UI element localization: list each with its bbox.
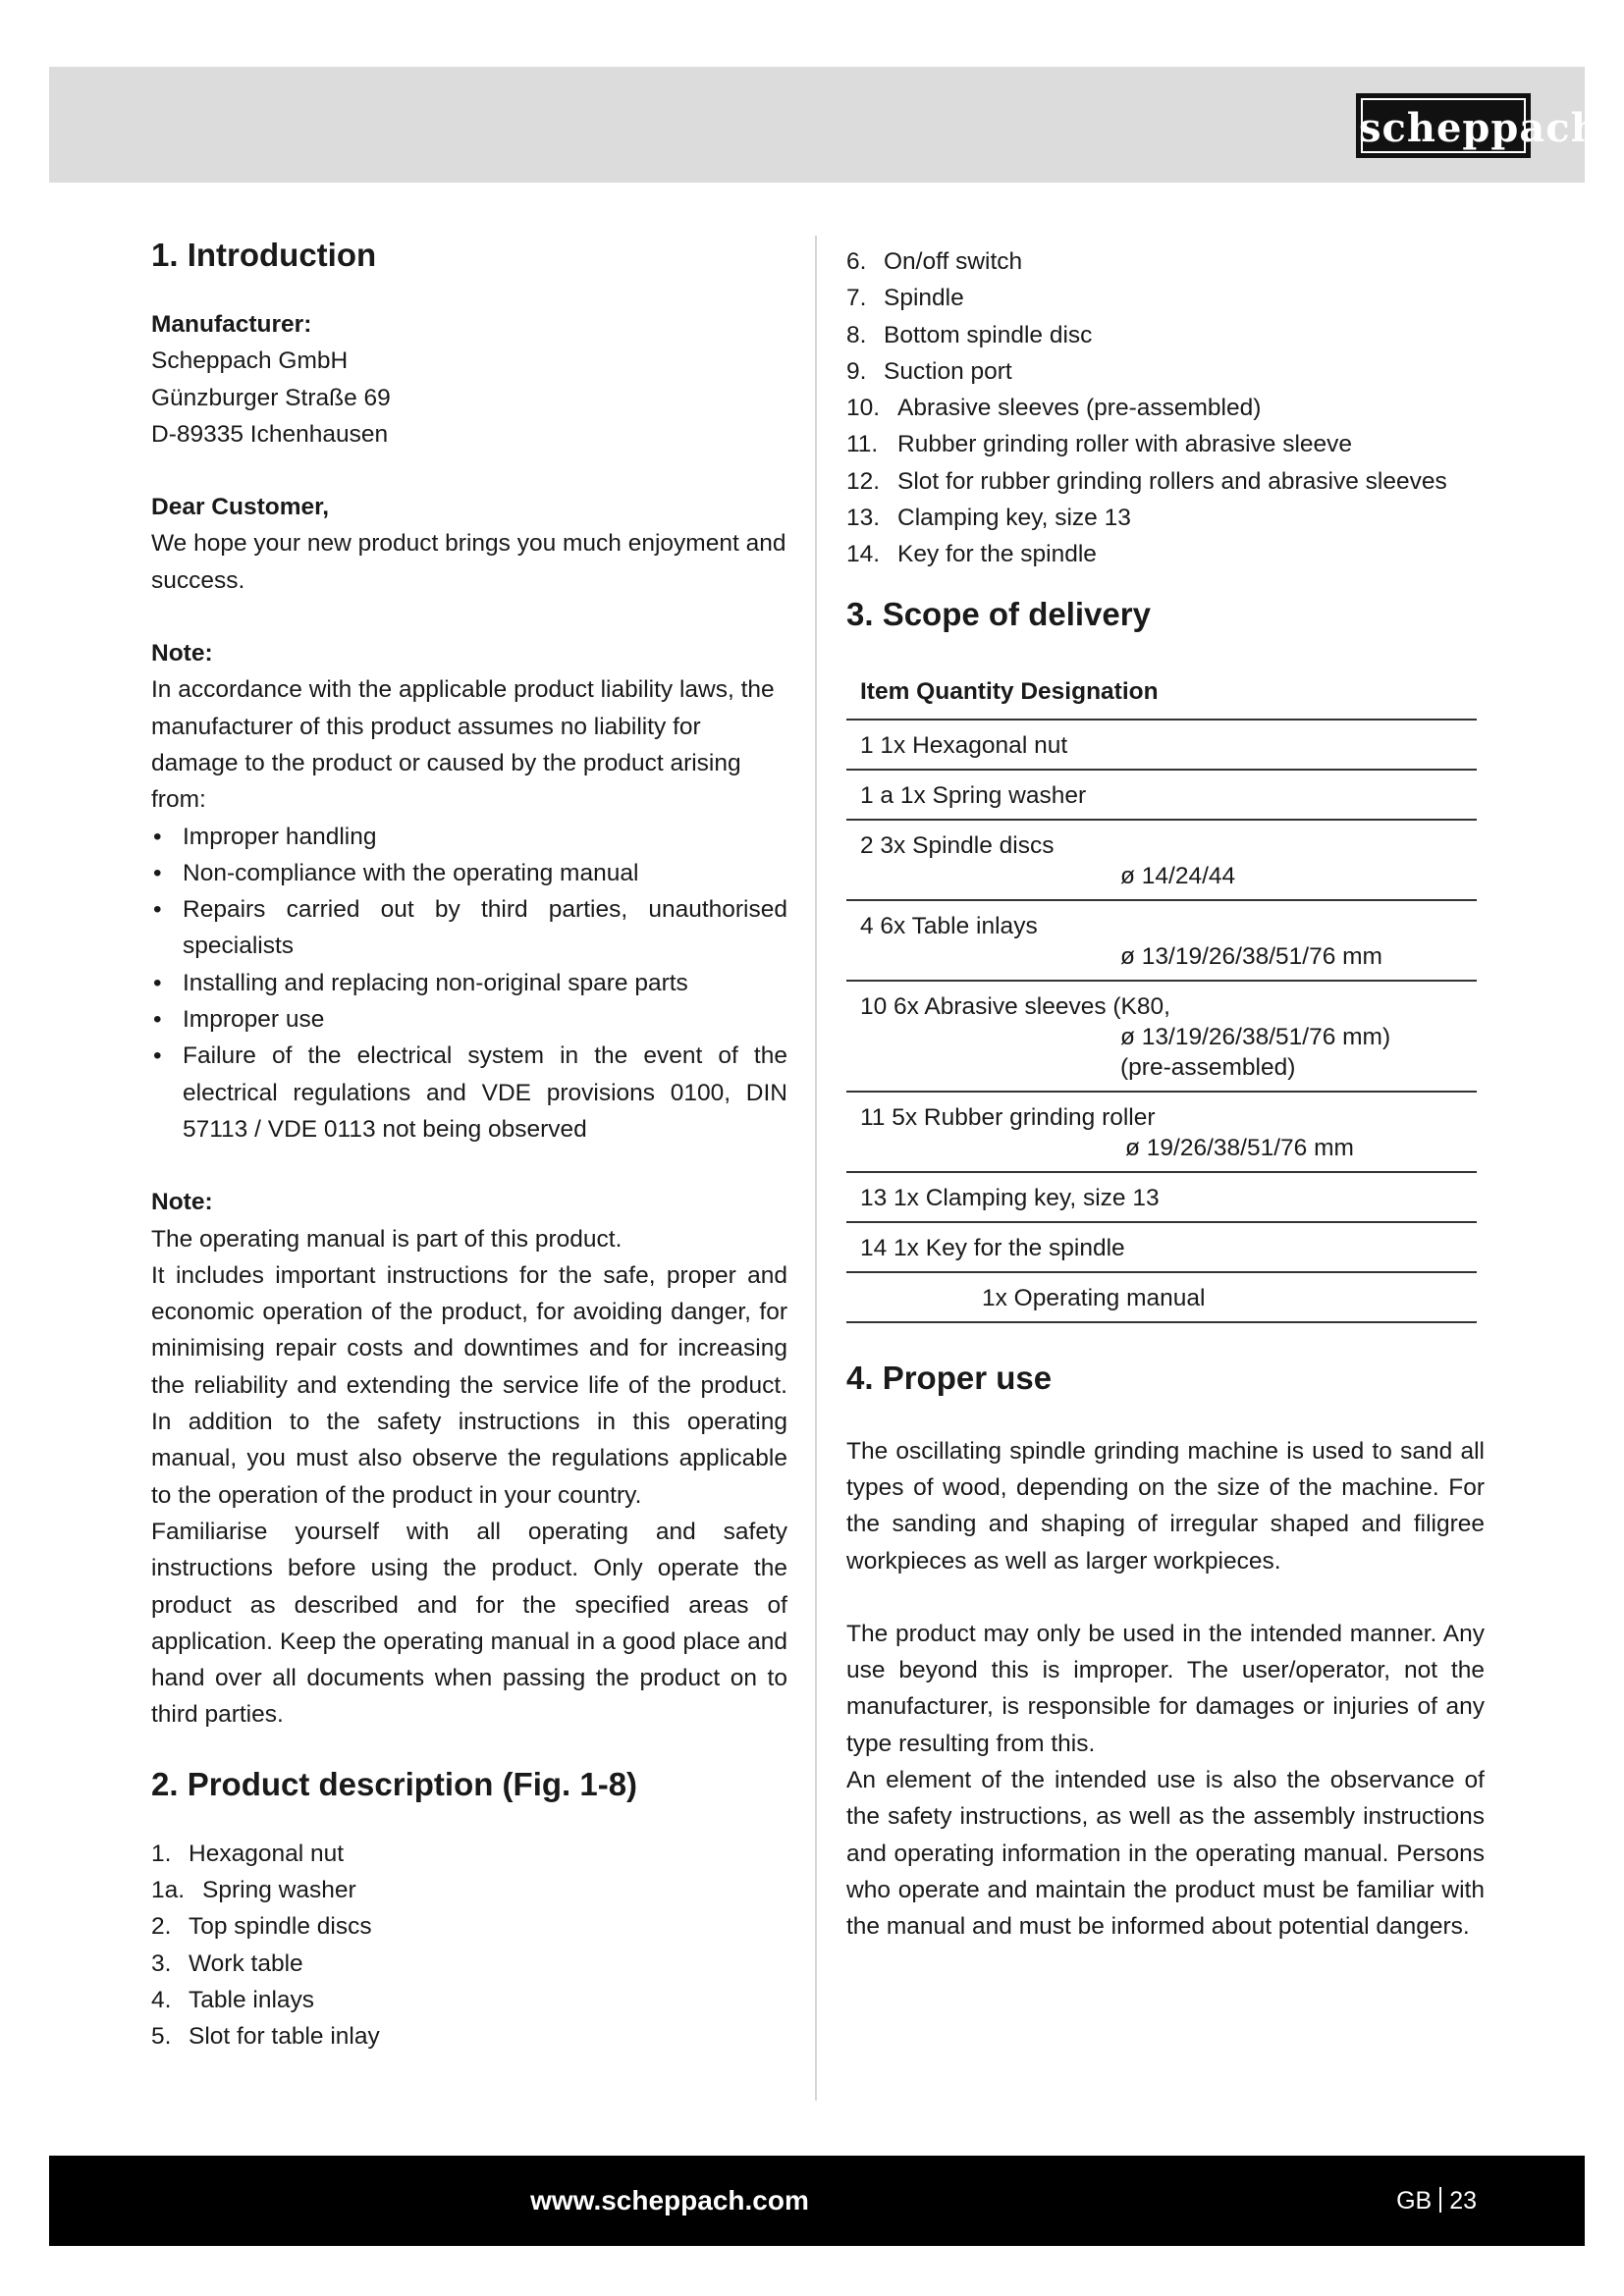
table-row [846, 1172, 1477, 1222]
list-item: 8. Bottom spindle disc [846, 321, 1093, 348]
list-item: 1a. Spring washer [151, 1876, 356, 1903]
table-row [846, 981, 1477, 1092]
list-item: 3. Work table [151, 1949, 303, 1977]
column-divider [815, 236, 817, 2101]
list-item: 12. Slot for rubber grinding rollers and abrasive sleeves [846, 467, 1447, 495]
table-cell: 1x Operating manual [846, 1272, 1477, 1322]
list-item: • Installing and replacing non-original spare parts [151, 965, 787, 1001]
table-cell: 10 6x Abrasive sleeves (K80, ø 13/19/26/38/51/76 mm) (pre-assembled) [846, 981, 1477, 1092]
liability-bullet-list [151, 819, 787, 1148]
scope-heading: 3. Scope of delivery [846, 595, 1151, 632]
list-item: 14. Key for the spindle [846, 541, 1097, 568]
list-item: 5. Slot for table inlay [151, 2023, 380, 2051]
product-parts-list [151, 1836, 787, 2056]
manufacturer-line: Günzburger Straße 69 [151, 384, 391, 411]
right-column [846, 243, 1485, 1946]
table-cell: 13 1x Clamping key, size 13 [846, 1172, 1477, 1222]
manufacturer-line: Scheppach GmbH [151, 347, 349, 375]
product-parts-list-continued [846, 243, 1485, 573]
table-cell: 11 5x Rubber grinding roller ø 19/26/38/51/76 mm [846, 1092, 1477, 1172]
dear-customer-text: We hope your new product brings you much enjoyment and success. [151, 530, 786, 594]
list-item: 7. Spindle [846, 285, 964, 312]
table-row [846, 1092, 1477, 1172]
list-item: • Failure of the electrical system in the event of the electrical regulations and VDE provisions 0100, DIN 57113 / VDE 0113 not being observed [151, 1038, 787, 1148]
table-row [846, 900, 1477, 981]
dear-customer-label: Dear Customer, [151, 494, 330, 521]
scheppach-logo: scheppach [1356, 93, 1531, 158]
table-row [846, 1222, 1477, 1272]
left-column [151, 234, 787, 2055]
note-label: Note: [151, 640, 213, 667]
product-description-heading: 2. Product description (Fig. 1-8) [151, 1765, 638, 1802]
list-item: 4. Table inlays [151, 1986, 315, 2013]
list-item: • Improper handling [151, 819, 787, 855]
list-item: • Improper use [151, 1001, 787, 1038]
intro-heading: 1. Introduction [151, 237, 377, 273]
table-cell: 4 6x Table inlays ø 13/19/26/38/51/76 mm [846, 900, 1477, 981]
table-cell: 14 1x Key for the spindle [846, 1222, 1477, 1272]
list-item: 13. Clamping key, size 13 [846, 505, 1131, 532]
list-item: 2. Top spindle discs [151, 1913, 372, 1941]
table-header: Item Quantity Designation [846, 675, 1477, 720]
proper-use-text: The product may only be used in the intended manner. Any use beyond this is improper. The user/operator, not the manufacturer, is responsible for damages or injuries of any type resulting from this. [846, 1620, 1485, 1757]
scope-of-delivery-table [846, 675, 1477, 1323]
table-row [846, 1272, 1477, 1322]
list-item: 10. Abrasive sleeves (pre-assembled) [846, 395, 1262, 422]
table-cell: 2 3x Spindle discs ø 14/24/44 [846, 820, 1477, 900]
table-header-row [846, 675, 1477, 720]
proper-use-heading: 4. Proper use [846, 1359, 1053, 1396]
proper-use-text: The oscillating spindle grinding machine is used to sand all types of wood, depending on the size of the machine. For the sanding and shaping of irregular shaped and filigree workpieces as well as larger workpieces. [846, 1437, 1485, 1575]
table-cell: 1 1x Hexagonal nut [846, 720, 1477, 770]
page-indicator [1396, 2156, 1477, 2246]
table-cell: 1 a 1x Spring washer [846, 770, 1477, 820]
manufacturer-line: D-89335 Ichenhausen [151, 420, 389, 448]
note-text: The operating manual is part of this product. [151, 1225, 623, 1253]
list-item: • Repairs carried out by third parties, unauthorised specialists [151, 891, 787, 965]
website-url: www.scheppach.com [530, 2185, 809, 2216]
table-row [846, 720, 1477, 770]
manufacturer-label: Manufacturer: [151, 311, 312, 338]
language-code: GB [1396, 2187, 1433, 2215]
table-row [846, 820, 1477, 900]
list-item: 9. Suction port [846, 357, 1012, 385]
table-row [846, 770, 1477, 820]
note-text: It includes important instructions for the safe, proper and economic operation of the product, for avoiding danger, for minimising repair costs and downtimes and for increasing the reliability and extending the service life of the product. In addition to the safety instructions in this operating manual, you must also observe the regulations applicable to the operation of the product in your country. [151, 1261, 787, 1509]
proper-use-text: An element of the intended use is also the observance of the safety instructions, as well as the assembly instructions and operating information in the operating manual. Persons who operate and maintain the product must be familiar with the manual and must be informed about potential dangers. [846, 1767, 1485, 1941]
page-number: 23 [1449, 2187, 1477, 2215]
note-label: Note: [151, 1189, 213, 1216]
note-text: In accordance with the applicable product liability laws, the manufacturer of this product assumes no liability for damage to the product or caused by the product arising from: [151, 676, 775, 814]
footer-bar [49, 2156, 1585, 2246]
list-item: • Non-compliance with the operating manual [151, 855, 787, 891]
list-item: 11. Rubber grinding roller with abrasive sleeve [846, 431, 1353, 458]
list-item: 6. On/off switch [846, 248, 1023, 275]
header-bar [49, 67, 1600, 183]
note-text: Familiarise yourself with all operating and safety instructions before using the product. Only operate the product as described and for the specified areas of application. Keep the operating manual in a good place and hand over all documents when passing the product on to third parties. [151, 1518, 787, 1729]
list-item: 1. Hexagonal nut [151, 1840, 345, 1867]
